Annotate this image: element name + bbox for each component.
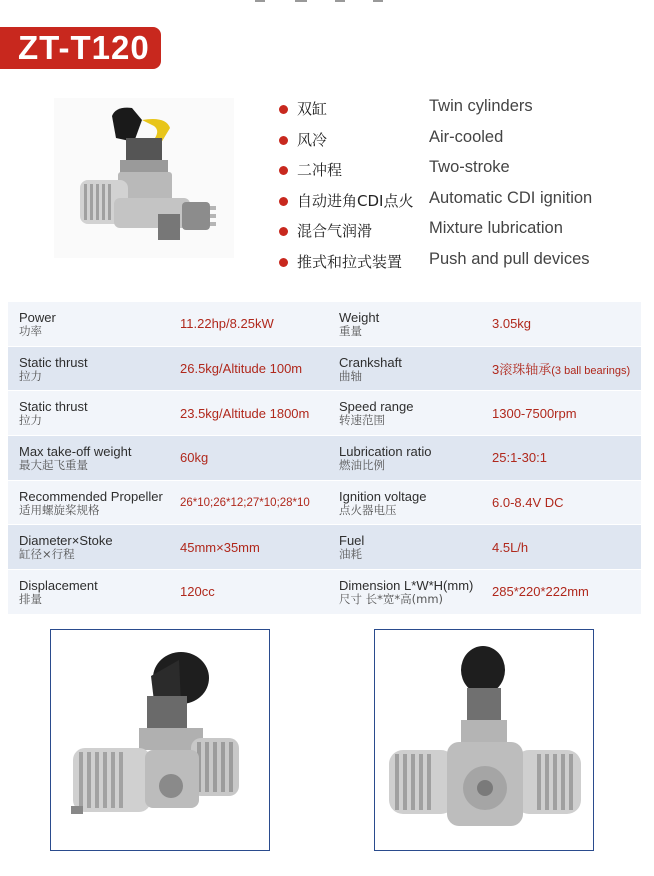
spec-value: 3.05kg (492, 316, 532, 332)
spec-value: 26.5kg/Altitude 100m (180, 361, 303, 377)
spec-value: 11.22hp/8.25kW (180, 316, 274, 332)
spec-label: Recommended Propeller (19, 488, 163, 504)
spec-label: Dimension L*W*H(mm) (339, 577, 474, 593)
spec-label: Crankshaft (339, 354, 402, 370)
feature-item: 混合气润滑 Mixture lubrication (276, 215, 646, 246)
engine-side-illustration (51, 630, 269, 850)
spec-label-cn: 排量 (19, 591, 42, 606)
feature-item: 双缸 Twin cylinders (276, 93, 646, 124)
spec-value: 285*220*222mm (492, 584, 589, 600)
spec-label: Max take-off weight (19, 443, 132, 459)
spec-value: 6.0-8.4V DC (492, 495, 564, 511)
spec-row (8, 436, 641, 481)
spec-row (8, 525, 641, 570)
spec-table (8, 302, 641, 615)
spec-label-cn: 曲轴 (339, 368, 362, 383)
spec-label-cn: 重量 (339, 323, 362, 338)
feature-item: 自动进角CDI点火 Automatic CDI ignition (276, 185, 646, 216)
spec-value: 25:1-30:1 (492, 450, 547, 466)
spec-label-cn: 点火器电压 (339, 502, 397, 517)
feature-list (276, 93, 646, 276)
spec-label: Fuel (339, 533, 365, 549)
bullet-icon (279, 258, 288, 267)
spec-value: 26*10;26*12;27*10;28*10 (180, 496, 310, 509)
spec-label-cn: 燃油比例 (339, 457, 385, 472)
bullet-icon (279, 136, 288, 145)
bullet-icon (279, 197, 288, 206)
bullet-icon (279, 227, 288, 236)
cropped-header-fragment (255, 0, 395, 4)
spec-row (8, 481, 641, 526)
spec-row (8, 391, 641, 436)
spec-value: 1300-7500rpm (492, 405, 577, 421)
spec-label: Weight (339, 309, 380, 325)
engine-side-photo (50, 629, 270, 851)
feature-item: 风冷 Air-cooled (276, 124, 646, 155)
spec-label-cn: 拉力 (19, 413, 42, 428)
spec-value: 3滚珠轴承(3 ball bearings) (492, 362, 631, 378)
spec-label: Speed range (339, 399, 414, 415)
bullet-icon (279, 105, 288, 114)
spec-label: Diameter×Stoke (19, 533, 113, 549)
spec-label: Displacement (19, 577, 98, 593)
spec-label: Lubrication ratio (339, 443, 432, 459)
feature-item: 推式和拉式装置 Push and pull devices (276, 246, 646, 277)
spec-label: Power (19, 309, 56, 325)
spec-value-note: (3 ball bearings) (551, 365, 631, 378)
spec-label-cn: 转速范围 (339, 413, 385, 428)
spec-value: 120cc (180, 584, 215, 600)
engine-rear-illustration (375, 630, 593, 850)
spec-value: 23.5kg/Altitude 1800m (180, 405, 310, 421)
spec-row (8, 570, 641, 615)
engine-rear-photo (374, 629, 594, 851)
spec-label: Static thrust (19, 354, 88, 370)
spec-label-cn: 最大起飞重量 (19, 457, 88, 472)
spec-label: Ignition voltage (339, 488, 427, 504)
model-title: ZT-T120 (0, 27, 161, 69)
spec-label-cn: 拉力 (19, 368, 42, 383)
bullet-icon (279, 166, 288, 175)
engine-product-image (54, 98, 234, 258)
spec-label-cn: 功率 (19, 323, 42, 338)
spec-label-cn: 适用螺旋桨规格 (19, 502, 100, 517)
spec-label-cn: 缸径×行程 (19, 547, 75, 562)
spec-row (8, 347, 641, 392)
spec-value: 4.5L/h (492, 539, 529, 555)
spec-label: Static thrust (19, 399, 88, 415)
spec-row (8, 302, 641, 347)
feature-item: 二冲程 Two-stroke (276, 154, 646, 185)
spec-value: 60kg (180, 450, 209, 466)
spec-label-cn: 尺寸 长*宽*高(mm) (339, 591, 444, 606)
spec-value: 45mm×35mm (180, 539, 260, 555)
spec-label-cn: 油耗 (339, 547, 362, 562)
